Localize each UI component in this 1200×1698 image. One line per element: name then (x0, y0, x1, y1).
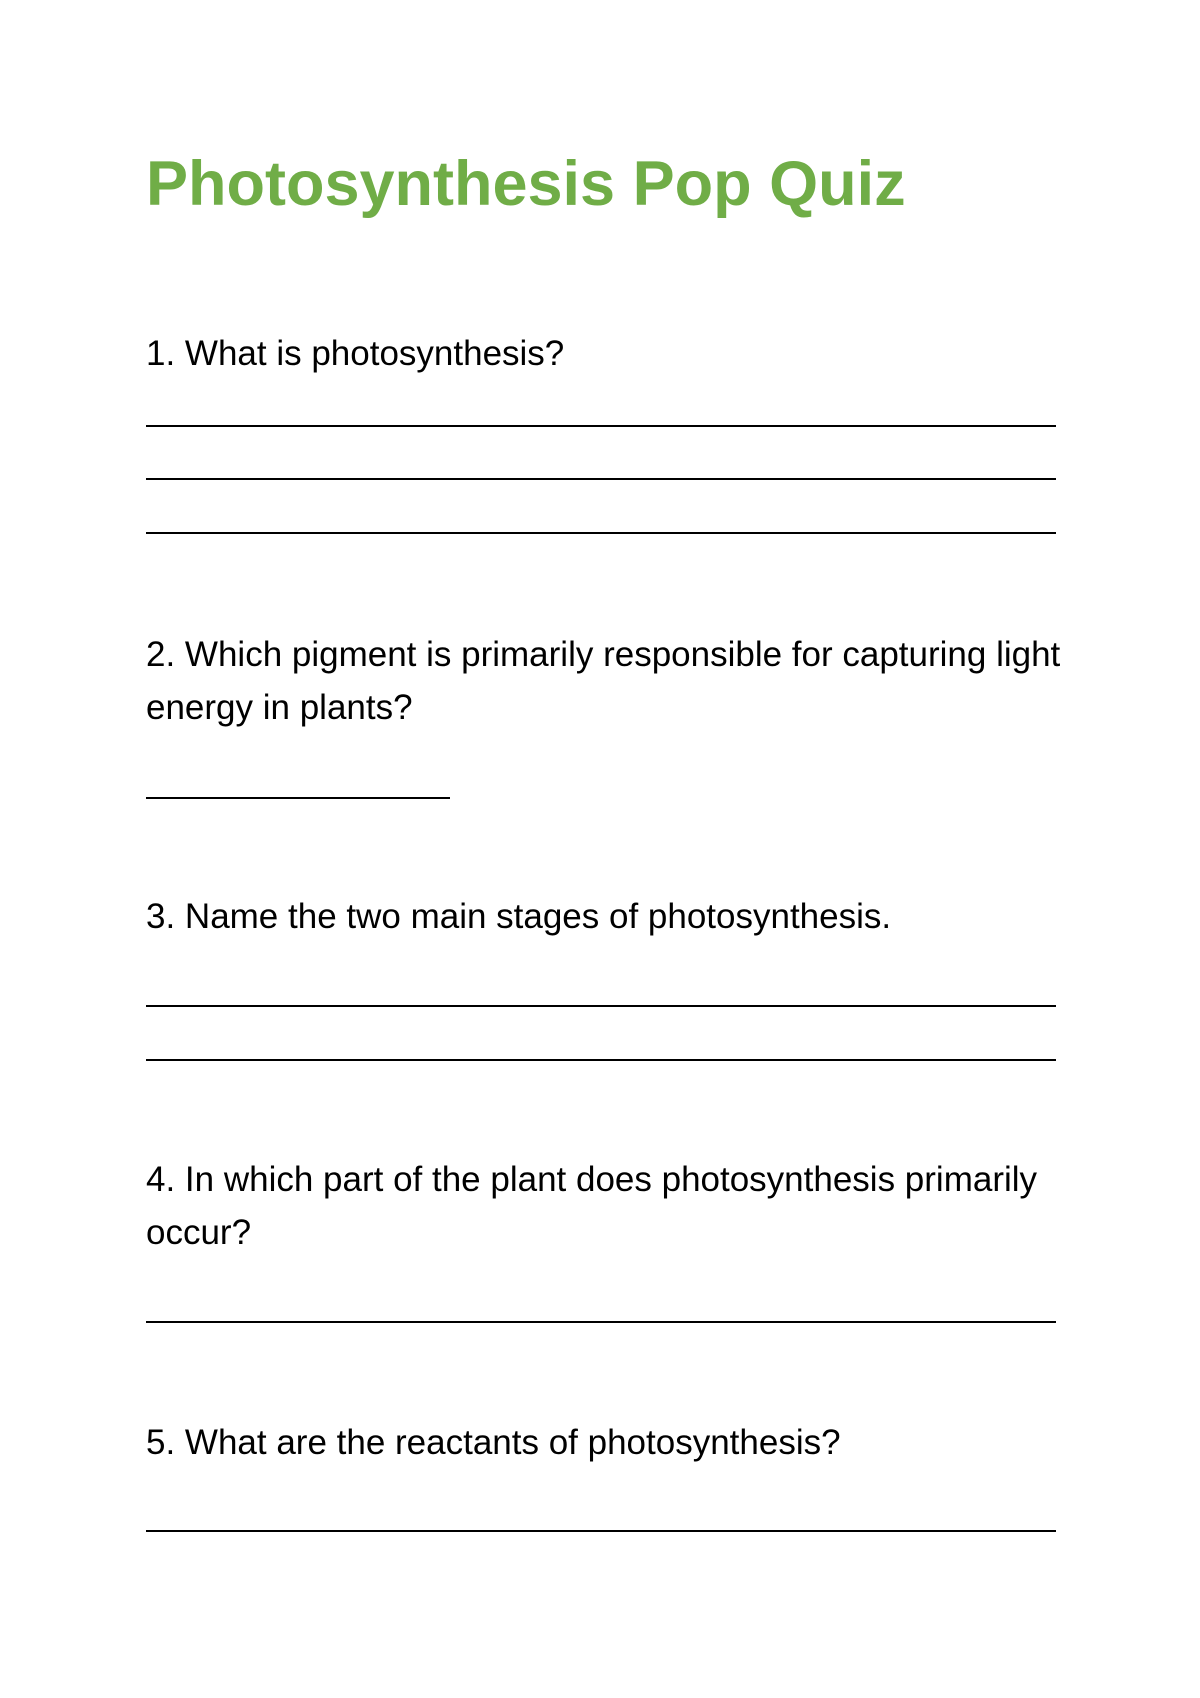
answer-line-q3-2[interactable] (146, 1059, 1056, 1061)
question-3: 3. Name the two main stages of photosynthesis. (146, 897, 892, 936)
question-2: 2. Which pigment is primarily responsible for capturing light energy in plants? (146, 635, 1061, 727)
question-1: 1. What is photosynthesis? (146, 334, 565, 373)
answer-line-q3-1[interactable] (146, 1005, 1056, 1007)
answer-line-q4-1[interactable] (146, 1321, 1056, 1323)
answer-line-q1-2[interactable] (146, 478, 1056, 480)
page-title: Photosynthesis Pop Quiz (146, 149, 906, 219)
answer-line-q1-3[interactable] (146, 532, 1056, 534)
question-4: 4. In which part of the plant does photosynthesis primarily occur? (146, 1160, 1038, 1252)
answer-line-q5-1[interactable] (146, 1530, 1056, 1532)
question-5: 5. What are the reactants of photosynthesis? (146, 1423, 841, 1462)
answer-line-q2-1[interactable] (146, 797, 450, 799)
answer-line-q1-1[interactable] (146, 425, 1056, 427)
